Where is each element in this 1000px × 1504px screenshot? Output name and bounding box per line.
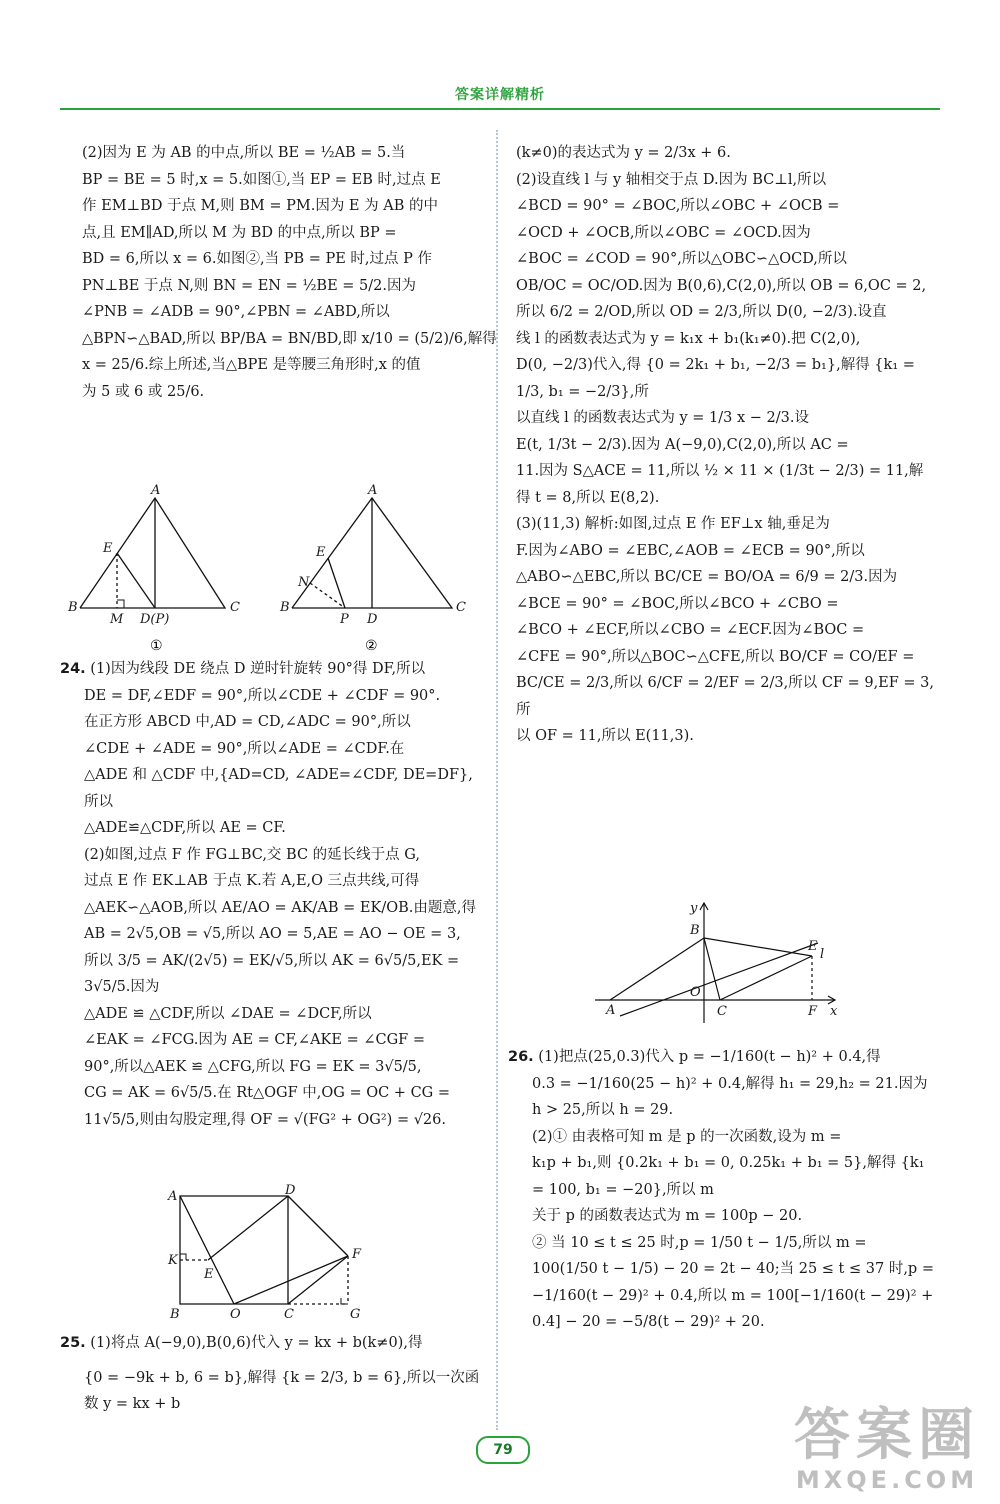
label-y: y [690,901,698,916]
text-line: ∠EAK = ∠FCG.因为 AE = CF,∠AKE = ∠CGF = [84,1032,425,1048]
label-G: G [350,1307,361,1322]
text-line: 0.3 = −1/160(25 − h)² + 0.4,解得 h₁ = 29,h₂ = 21.因为 [532,1075,928,1092]
text-line: BC/CE = 2/3,所以 6/CF = 2/EF = 2/3,所以 CF = 9,EF = 3,所 [516,675,935,718]
label-C: C [230,600,240,615]
question-number: 25. [60,1335,86,1351]
text-line: DE = DF,∠EDF = 90°,所以∠CDE + ∠CDF = 90°. [84,687,441,704]
text-line: (3)(11,3) 解析:如图,过点 E 作 EF⊥x 轴,垂足为 [516,516,830,532]
text-line: 11.因为 S△ACE = 11,所以 ½ × 11 × (1/3t − 2/3) = 11,解 [516,463,924,479]
text-line: ∠BOC = ∠COD = 90°,所以△OBC∽△OCD,所以 [516,251,847,267]
question-number: 24. [60,661,86,677]
text-line: (1)因为线段 DE 绕点 D 逆时针旋转 90°得 DF,所以 [90,661,426,677]
label-l: l [820,947,825,962]
text-line: ∠BCO + ∠ECF,所以∠CBO = ∠ECF.因为∠BOC = [516,622,865,638]
text-line: {0 = −9k + b, 6 = b},解得 {k = 2/3, b = 6},所以一次函数 y = kx + b [84,1369,480,1412]
label-D: D [285,1184,296,1198]
text-line: h > 25,所以 h = 29. [532,1102,674,1118]
watermark-logo: 答案圈 [794,1403,980,1468]
figure-1 [80,498,225,608]
text-line: 100(1/50 t − 1/5) − 20 = 2t − 40;当 25 ≤ t ≤ 37 时,p = [532,1261,934,1277]
text-line: △ABO∽△EBC,所以 BC/CE = BO/OA = 6/9 = 2/3.因为 [516,569,898,585]
text-line: k₁p + b₁,则 {0.2k₁ + b₁ = 0, 0.25k₁ + b₁ = 5},解得 {k₁ = 100, b₁ = −20},所以 m [532,1155,925,1198]
question-24 [60,656,486,1133]
text-line: 以 OF = 11,所以 E(11,3). [516,728,694,744]
text-line: −1/160(t − 29)² + 0.4,所以 m = 100[−1/160(t − 29)² + [532,1287,934,1304]
text-line: PN⊥BE 于点 N,则 BN = EN = ½BE = 5/2.因为 [82,277,416,294]
triangle-figures [60,480,480,655]
label-C: C [456,600,466,615]
coordinate-figure [590,898,850,1028]
label-A: A [368,483,378,498]
text-line: 过点 E 作 EK⊥AB 于点 K.若 A,E,O 三点共线,可得 [84,873,420,889]
text-line: CG = AK = 6√5/5.在 Rt△OGF 中,OG = OC + CG = [84,1085,451,1101]
text-line: (1)将点 A(−9,0),B(0,6)代入 y = kx + b(k≠0),得 [90,1335,423,1351]
text-line: 所以 6/2 = 2/OD,所以 OD = 2/3,所以 D(0, −2/3).设直 [516,304,887,320]
text-line: △ADE ≌ △CDF,所以 ∠DAE = ∠DCF,所以 [84,1005,372,1022]
text-line: 线 l 的函数表达式为 y = k₁x + b₁(k₁≠0).把 C(2,0), [516,330,861,347]
label-B: B [280,600,290,615]
text-line: (2)如图,过点 F 作 FG⊥BC,交 BC 的延长线于点 G, [84,846,420,863]
watermark [794,1403,980,1494]
text-line: △ADE 和 △CDF 中,{AD=CD, ∠ADE=∠CDF, DE=DF},所以 [84,767,473,810]
figure-1-caption: ① [150,638,163,654]
label-M: M [110,612,124,627]
text-line: 90°,所以△AEK ≌ △CFG,所以 FG = EK = 3√5/5, [84,1058,422,1075]
label-F: F [808,1004,818,1019]
text-line: △AEK∽△AOB,所以 AE/AO = AK/AB = EK/OB.由题意,得 [84,899,476,916]
running-header: 答案详解精析 [455,87,545,103]
text-line: 作 EM⊥BD 于点 M,则 BM = PM.因为 E 为 AB 的中 [82,198,438,214]
text-line: OB/OC = OC/OD.因为 B(0,6),C(2,0),所以 OB = 6,OC = 2, [516,277,927,294]
text-line: ∠BCD = 90° = ∠BOC,所以∠OBC + ∠OCB = [516,198,840,214]
label-A: A [606,1003,616,1018]
label-E: E [316,545,326,560]
text-line: (k≠0)的表达式为 y = 2/3x + 6. [516,145,731,161]
label-B: B [690,923,700,938]
header-rule [60,108,940,110]
question-26 [508,1044,940,1336]
label-C: C [717,1004,727,1019]
figure-2-caption: ② [365,638,378,654]
label-DP: D(P) [140,612,170,627]
label-O: O [690,985,701,1000]
label-x: x [830,1004,838,1019]
label-N: N [298,575,310,590]
text-line: (1)把点(25,0.3)代入 p = −1/160(t − h)² + 0.4,得 [538,1049,881,1065]
label-E: E [103,541,113,556]
text-line: ② 当 10 ≤ t ≤ 25 时,p = 1/50 t − 1/5,所以 m = [532,1234,867,1251]
text-line: △BPN∽△BAD,所以 BP/BA = BN/BD,即 x/10 = (5/2)/6,解得 [82,330,497,347]
text-line: ∠BCE = 90° = ∠BOC,所以∠BCO + ∠CBO = [516,595,839,612]
text-line: 得 t = 8,所以 E(8,2). [516,489,660,506]
label-D: D [367,612,378,627]
text-line: ∠PNB = ∠ADB = 90°,∠PBN = ∠ABD,所以 [82,304,390,320]
text-line: AB = 2√5,OB = √5,所以 AO = 5,AE = AO − OE = 3, [84,926,461,942]
label-B: B [68,600,78,615]
left-column-top [82,140,502,405]
text-line: 点,且 EM∥AD,所以 M 为 BD 的中点,所以 BP = [82,224,397,241]
question-number: 26. [508,1049,534,1065]
text-line: 0.4] − 20 = −5/8(t − 29)² + 20. [532,1314,765,1330]
question-25 [60,1330,486,1418]
text-line: 所以 3/5 = AK/(2√5) = EK/√5,所以 AK = 6√5/5,EK = 3√5/5.因为 [84,952,460,995]
text-line: E(t, 1/3t − 2/3).因为 A(−9,0),C(2,0),所以 AC = [516,436,849,453]
label-A: A [168,1189,178,1204]
label-F: F [352,1247,362,1262]
text-line: ∠CDE + ∠ADE = 90°,所以∠ADE = ∠CDF.在 [84,740,405,757]
text-line: △ADE≌△CDF,所以 AE = CF. [84,820,286,836]
text-line: BD = 6,所以 x = 6.如图②,当 PB = PE 时,过点 P 作 [82,251,433,267]
label-E: E [808,939,818,954]
text-line: (2)① 由表格可知 m 是 p 的一次函数,设为 m = [532,1128,842,1145]
text-line: (2)因为 E 为 AB 的中点,所以 BE = ½AB = 5.当 [82,145,406,161]
text-line: BP = BE = 5 时,x = 5.如图①,当 EP = EB 时,过点 E [82,171,441,188]
label-P: P [340,612,349,627]
text-line: ∠OCD + ∠OCB,所以∠OBC = ∠OCD.因为 [516,224,811,241]
text-line: 11√5/5,则由勾股定理,得 OF = √(FG² + OG²) = √26. [84,1111,446,1128]
square-figure [160,1184,380,1324]
text-line: x = 25/6.综上所述,当△BPE 是等腰三角形时,x 的值 [82,357,421,373]
label-K: K [168,1253,178,1268]
text-line: 关于 p 的函数表达式为 m = 100p − 20. [532,1208,803,1224]
label-O: O [230,1307,241,1322]
text-line: D(0, −2/3)代入,得 {0 = 2k₁ + b₁, −2/3 = b₁},解得 {k₁ = 1/3, b₁ = −2/3},所 [516,357,915,400]
right-column [516,140,942,750]
text-line: 为 5 或 6 或 25/6. [82,383,205,400]
label-B: B [170,1307,180,1322]
label-C: C [284,1307,294,1322]
text-line: ∠CFE = 90°,所以△BOC∽△CFE,所以 BO/CF = CO/EF = [516,648,915,665]
text-line: F.因为∠ABO = ∠EBC,∠AOB = ∠ECB = 90°,所以 [516,542,865,559]
watermark-url: MXQE.COM [795,1466,979,1494]
label-A: A [151,483,161,498]
page-number: 79 [476,1436,530,1464]
text-line: 以直线 l 的函数表达式为 y = 1/3 x − 2/3.设 [516,410,809,426]
label-E: E [204,1267,214,1282]
text-line: 在正方形 ABCD 中,AD = CD,∠ADC = 90°,所以 [84,714,411,730]
text-line: (2)设直线 l 与 y 轴相交于点 D.因为 BC⊥l,所以 [516,171,827,188]
